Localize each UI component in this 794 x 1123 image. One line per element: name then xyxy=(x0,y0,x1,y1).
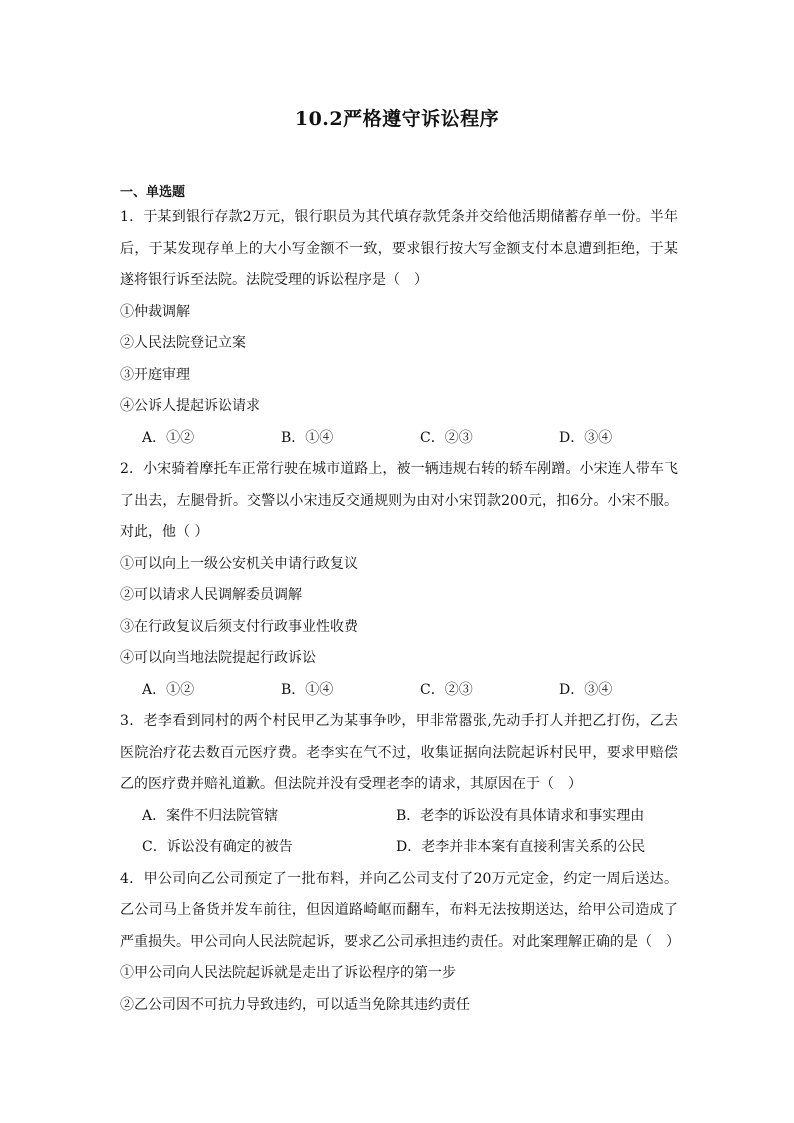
statement-item: ②人民法院登记立案 xyxy=(120,335,246,351)
answer-options xyxy=(120,801,678,864)
option-d[interactable]: D．③④ xyxy=(559,429,613,446)
option-d[interactable]: D．老李并非本案有直接利害关系的公民 xyxy=(396,839,646,855)
options-row xyxy=(142,832,678,864)
statement-item: ①可以向上一级公安机关申请行政复议 xyxy=(120,555,358,572)
section-heading: 一、单选题 xyxy=(120,185,186,200)
question-stem: 4．甲公司向乙公司预定了一批布料，并向乙公司支付了20万元定金，约定一周后送达。乙公司马上备货并发车前往，但因道路崎岖而翻车，布料无法按期送达，给甲公司造成了严重损失。甲公司向人民法院起诉，要求乙公司承担违约责任。对此案理解正确的是（ ） xyxy=(120,870,680,950)
answer-options xyxy=(120,675,678,707)
statement-item: ①仲裁调解 xyxy=(120,303,190,320)
options-row xyxy=(142,801,678,833)
option-c[interactable]: C．②③ xyxy=(420,681,473,698)
statement-item: ②乙公司因不可抗力导致违约，可以适当免除其违约责任 xyxy=(120,996,470,1013)
question-2 xyxy=(120,454,678,706)
question-stem: 3．老李看到同村的两个村民甲乙为某事争吵，甲非常嚣张,先动手打人并把乙打伤，乙去医院治疗花去数百元医疗费。老李实在气不过，收集证据向法院起诉村民甲，要求甲赔偿乙的医疗费并赔礼道歉。但法院并没有受理老李的请求，其原因在于（ ） xyxy=(120,713,678,792)
question-stem: 1．于某到银行存款2万元，银行职员为其代填存款凭条并交给他活期储蓄存单一份。半年后，于某发现存单上的大小写金额不一致，要求银行按大写金额支付本息遭到拒绝，于某遂将银行诉至法院。法院受理的诉讼程序是（ ） xyxy=(120,209,678,288)
option-a[interactable]: A．案件不归法院管辖 xyxy=(142,807,279,824)
question-1 xyxy=(120,202,678,454)
statement-item: ①甲公司向人民法院起诉就是走出了诉讼程序的第一步 xyxy=(120,965,456,981)
option-b[interactable]: B．老李的诉讼没有具体请求和事实理由 xyxy=(396,807,645,824)
option-c[interactable]: C．诉讼没有确定的被告 xyxy=(142,839,293,855)
statement-item: ④可以向当地法院提起行政诉讼 xyxy=(120,650,316,666)
question-4 xyxy=(120,864,678,1022)
option-b[interactable]: B．①④ xyxy=(281,429,334,446)
answer-options xyxy=(120,423,678,455)
question-3 xyxy=(120,706,678,864)
option-a[interactable]: A．①② xyxy=(142,681,195,698)
document-title: 10.2严格遵守诉讼程序 xyxy=(294,108,500,130)
questions-list xyxy=(120,202,678,1021)
option-c[interactable]: C．②③ xyxy=(420,429,473,446)
statement-item: ③开庭审理 xyxy=(120,366,190,383)
option-d[interactable]: D．③④ xyxy=(559,681,613,698)
statement-item: ④公诉人提起诉讼请求 xyxy=(120,398,260,414)
statement-item: ②可以请求人民调解委员调解 xyxy=(120,587,302,603)
option-a[interactable]: A．①② xyxy=(142,429,195,446)
statement-item: ③在行政复议后须支付行政事业性收费 xyxy=(120,618,358,635)
option-b[interactable]: B．①④ xyxy=(281,681,334,698)
question-stem: 2．小宋骑着摩托车正常行驶在城市道路上，被一辆违规右转的轿车剐蹭。小宋连人带车飞了出去，左腿骨折。交警以小宋违反交通规则为由对小宋罚款200元，扣6分。小宋不服。对此，他（ ） xyxy=(120,461,678,540)
